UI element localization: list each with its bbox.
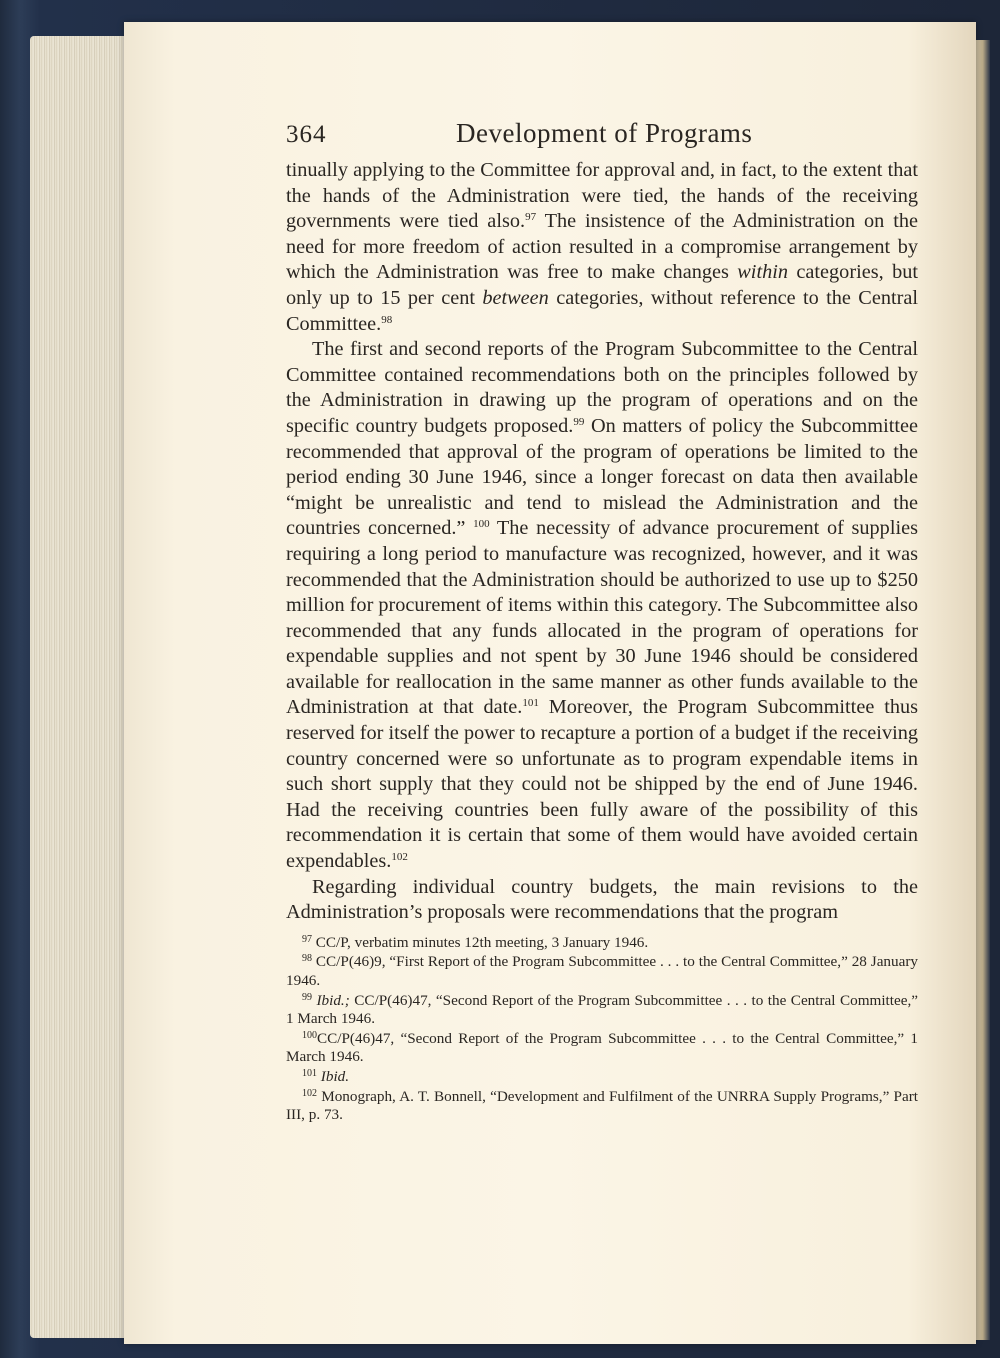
footnote-text: Monograph, A. T. Bonnell, “Development and Fulfilment of the UNRRA Supply Programs,” Part III, p. 73. <box>286 1087 918 1124</box>
note-ref-102: 102 <box>391 851 408 864</box>
footnote-number: 100 <box>302 1029 317 1041</box>
p1-italic-within: within <box>737 261 788 284</box>
footnote-number: 99 <box>302 991 312 1003</box>
footnote-text: CC/P(46)47, “Second Report of the Program Subcommittee . . . to the Central Committee,” 1 March 1946. <box>286 1029 918 1066</box>
note-ref-99: 99 <box>573 415 585 428</box>
page-header <box>286 118 918 158</box>
page-number: 364 <box>286 121 327 148</box>
footnote-number: 102 <box>302 1087 317 1099</box>
page-content <box>286 118 918 1126</box>
paragraph-3 <box>286 875 918 926</box>
footnote-ibid: Ibid. <box>320 1067 350 1085</box>
p2-text-2: On matters of policy the Subcommittee recommended that approval of the program of operations be limited to the period ending 30 June 1946, since a longer forecast on data then available “might be unrealistic and tend to mislead the Administration and the countries concerned.” <box>286 414 918 540</box>
note-ref-97: 97 <box>525 211 537 224</box>
footnote-text: CC/P(46)9, “First Report of the Program Subcommittee . . . to the Central Committee,” 28 January 1946. <box>286 953 919 989</box>
note-ref-101: 101 <box>522 697 539 710</box>
p2-text-3: The necessity of advance procurement of supplies requiring a long period to manufacture was recognized, however, and it was recommended that the Administration should be authorized to use up to $250 million for procurement of items within this category. The Subcommittee also recommended that any funds allocated in the program of operations for expendable supplies and not spent by 30 June 1946 should be considered available for reallocation in the same manner as other funds available to the Administration at that date. <box>286 517 918 719</box>
footnote-number: 98 <box>302 953 312 965</box>
p2-text-1: The first and second reports of the Program Subcommittee to the Central Committee contained recommendations both on the principles followed by the Administration in drawing up the program of operations and on the specific country budgets proposed. <box>286 338 918 437</box>
footnote-101 <box>286 1068 918 1087</box>
paragraph-1 <box>286 158 918 337</box>
p1-text-3: categories, but only up to 15 per cent <box>286 261 918 309</box>
paragraph-2 <box>286 337 918 874</box>
footnote-number: 101 <box>302 1067 317 1079</box>
body-text <box>286 158 918 926</box>
p1-text-1: tinually applying to the Committee for approval and, in fact, to the extent that the hands of the Administration were tied, the hands of the receiving governments were tied also. <box>286 159 918 233</box>
note-ref-100: 100 <box>473 518 490 531</box>
note-ref-98: 98 <box>381 313 393 326</box>
footnote-100 <box>286 1030 918 1067</box>
running-head: Development of Programs <box>456 118 753 148</box>
footnotes <box>286 934 918 1125</box>
footnote-text: CC/P, verbatim minutes 12th meeting, 3 January 1946. <box>315 933 649 951</box>
footnote-97 <box>286 934 918 953</box>
footnote-text: CC/P(46)47, “Second Report of the Program Subcommittee . . . to the Central Committee,” 1 March 1946. <box>286 991 919 1028</box>
p1-italic-between: between <box>482 286 549 309</box>
footnote-98 <box>286 953 918 990</box>
p2-text-4: Moreover, the Program Subcommittee thus reserved for itself the power to recapture a portion of a budget if the receiving country concerned were so unfortunate as to program expendable items in such short supply that they could not be shipped by the end of June 1946. Had the receiving countries been fully aware of the possibility of this recommendation it is certain that some of them would have avoided certain expendables. <box>286 696 919 873</box>
footnote-ibid: Ibid.; <box>316 991 350 1009</box>
footnote-number: 97 <box>302 933 312 945</box>
footnote-102 <box>286 1088 918 1125</box>
p1-text-2: The insistence of the Administration on the need for more freedom of action resulted in a compromise arrangement by which the Administration was free to make changes <box>286 210 918 284</box>
p1-text-4: categories, without reference to the Central Committee. <box>286 286 918 335</box>
footnote-99 <box>286 992 918 1029</box>
p3-text-1: Regarding individual country budgets, the main revisions to the Administration’s proposals were recommendations that the program <box>286 875 918 924</box>
